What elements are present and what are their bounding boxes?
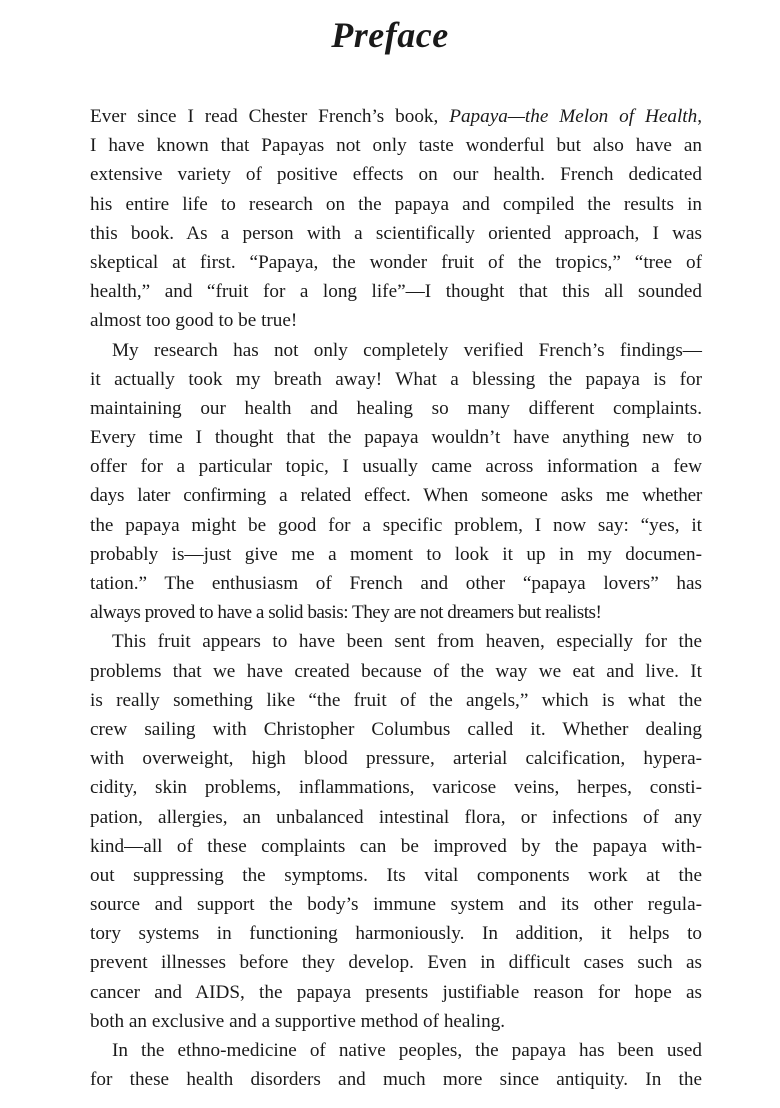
text-line: almost too good to be true!	[90, 310, 298, 332]
text-line: crew sailing with Christopher Columbus called it. Whether dealing	[90, 718, 702, 740]
text-line: probably is—just give me a moment to look it up in my documen-	[90, 543, 702, 565]
text-line: for these health disorders and much more since antiquity. In the	[90, 1069, 702, 1091]
text-line: both an exclusive and a supportive method of healing.	[90, 1010, 506, 1032]
text-line: skeptical at first. “Papaya, the wonder fruit of the tropics,” “tree of	[90, 251, 702, 273]
text-line: days later confirming a related effect. When someone asks me whether	[90, 485, 702, 507]
text-line: I have known that Papayas not only taste wonderful but also have an	[90, 135, 702, 157]
text-line: it actually took my breath away! What a blessing the papaya is for	[90, 368, 702, 390]
paragraph-4	[90, 1036, 702, 1094]
preface-body	[90, 102, 702, 1094]
book-title: Papaya—the Melon of Health	[449, 106, 698, 127]
paragraph-3	[90, 627, 702, 1036]
text-line: offer for a particular topic, I usually came across information a few	[90, 456, 702, 478]
text-line: In the ethno-medicine of native peoples, the papaya has been used	[112, 1040, 702, 1061]
text-line: pation, allergies, an unbalanced intestinal flora, or infections of any	[90, 806, 702, 828]
page-title: Preface	[331, 15, 449, 55]
text-line: this book. As a person with a scientifically oriented approach, I was	[90, 222, 702, 244]
paragraph-2	[90, 336, 702, 628]
text-line: Every time I thought that the papaya wouldn’t have anything new to	[90, 427, 702, 449]
text-line: cidity, skin problems, inflammations, varicose veins, herpes, consti-	[90, 777, 702, 799]
text-line: Ever since I read Chester French’s book, Papaya—the Melon of Health,	[90, 106, 702, 127]
text-line: extensive variety of positive effects on our health. French dedicated	[90, 164, 702, 186]
text-line: prevent illnesses before they develop. Even in difficult cases such as	[90, 952, 702, 974]
text-line: My research has not only completely verified French’s findings—	[112, 339, 702, 361]
text-line: is really something like “the fruit of the angels,” which is what the	[90, 689, 702, 711]
text-line: This fruit appears to have been sent from heaven, especially for the	[112, 631, 702, 653]
text-line: kind—all of these complaints can be improved by the papaya with-	[90, 835, 702, 857]
text-line: tation.” The enthusiasm of French and other “papaya lovers” has	[90, 573, 702, 594]
text-line: with overweight, high blood pressure, arterial calcification, hypera-	[90, 748, 702, 770]
text-line: problems that we have created because of the way we eat and live. It	[90, 660, 702, 682]
text-line: his entire life to research on the papaya and compiled the results in	[90, 193, 702, 215]
text-line: maintaining our health and healing so many different complaints.	[90, 397, 702, 419]
text-line: tory systems in functioning harmoniously. In addition, it helps to	[90, 923, 702, 945]
text-line: cancer and AIDS, the papaya presents justifiable reason for hope as	[90, 981, 702, 1003]
paragraph-1	[90, 102, 702, 336]
text-line: source and support the body’s immune system and its other regula-	[90, 894, 702, 916]
text-line: out suppressing the symptoms. Its vital components work at the	[90, 864, 702, 886]
text-line: the papaya might be good for a specific problem, I now say: “yes, it	[90, 514, 702, 536]
text-line: always proved to have a solid basis: They are not dreamers but realists!	[90, 602, 602, 624]
text-line: health,” and “fruit for a long life”—I thought that this all sounded	[90, 281, 702, 303]
